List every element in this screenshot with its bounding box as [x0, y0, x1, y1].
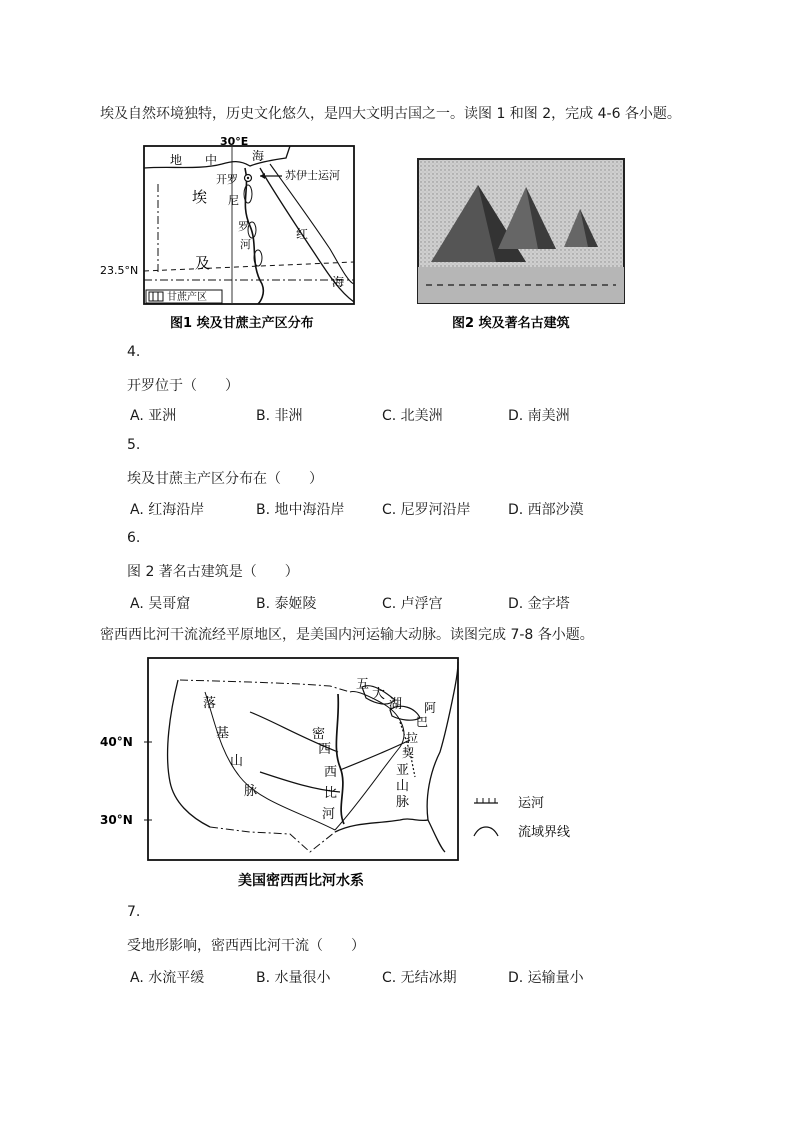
country-label-1: 埃	[192, 188, 208, 206]
legend-canal-symbol	[474, 798, 498, 803]
miss-label-1: 密	[312, 727, 326, 742]
lakes-label-3: 湖	[389, 697, 403, 712]
rocky-label-1: 落	[203, 696, 217, 711]
miss-label-4: 比	[324, 786, 338, 801]
miss-label-3: 西	[324, 765, 338, 780]
q7-option-c[interactable]: C. 无结冰期	[382, 970, 457, 986]
q7-option-d[interactable]: D. 运输量小	[508, 970, 584, 986]
cairo-label: 开罗	[216, 173, 238, 186]
country-label-2: 及	[195, 254, 211, 272]
q5-option-a[interactable]: A. 红海沿岸	[130, 502, 205, 518]
q6-number: 6.	[127, 530, 141, 546]
q6-option-d[interactable]: D. 金字塔	[508, 596, 570, 612]
q6-option-a[interactable]: A. 吴哥窟	[130, 596, 191, 612]
q6-option-c[interactable]: C. 卢浮宫	[382, 596, 443, 612]
redsea-label-1: 红	[296, 227, 309, 241]
pyramid-photo-figure	[416, 157, 628, 332]
q5-option-c[interactable]: C. 尼罗河沿岸	[382, 502, 471, 518]
redsea-label-2: 海	[332, 275, 345, 289]
sea-label-3: 海	[252, 149, 265, 163]
q5-stem: 埃及甘蔗主产区分布在（ ）	[127, 471, 323, 487]
q4-option-d[interactable]: D. 南美洲	[508, 408, 570, 424]
sea-label-2: 中	[205, 153, 218, 167]
intro-text-1: 埃及自然环境独特，历史文化悠久，是四大文明古国之一。读图 1 和图 2，完成 4-6 各小题。	[100, 106, 681, 122]
appal-label-6: 山	[396, 779, 410, 794]
appal-label-4: 契	[402, 746, 415, 760]
canal-label: 苏伊士运河	[285, 169, 340, 182]
lakes-label-2: 大	[372, 687, 386, 702]
q4-stem: 开罗位于（ ）	[127, 378, 239, 394]
legend-divide-symbol	[474, 827, 498, 836]
appal-label-3: 拉	[406, 731, 419, 745]
q7-number: 7.	[127, 904, 141, 920]
egypt-map-figure	[100, 134, 370, 334]
pyramid-photo	[416, 157, 628, 332]
q5-option-d[interactable]: D. 西部沙漠	[508, 502, 584, 518]
q5-option-b[interactable]: B. 地中海沿岸	[256, 502, 345, 518]
q7-option-b[interactable]: B. 水量很小	[256, 970, 331, 986]
egypt-map	[100, 134, 370, 334]
legend-cane: 甘蔗产区	[167, 292, 207, 303]
miss-label-5: 河	[322, 807, 336, 822]
rocky-label-2: 基	[216, 726, 230, 741]
q7-option-a[interactable]: A. 水流平缓	[130, 970, 205, 986]
fig2-caption: 图2 埃及著名古建筑	[452, 316, 570, 331]
fig3-caption: 美国密西西比河水系	[238, 873, 364, 889]
miss-label-2: 西	[318, 742, 332, 757]
q4-option-c[interactable]: C. 北美洲	[382, 408, 443, 424]
q4-option-b[interactable]: B. 非洲	[256, 408, 303, 424]
lat30-label: 30°N	[100, 813, 133, 827]
legend-canal-label: 运河	[518, 796, 545, 811]
lat40-label: 40°N	[100, 735, 133, 749]
nile-label-1: 尼	[228, 194, 239, 207]
fig1-caption: 图1 埃及甘蔗主产区分布	[170, 316, 314, 331]
appal-label-1: 阿	[424, 701, 437, 715]
appal-label-2: 巴	[416, 715, 429, 729]
rocky-label-4: 脉	[244, 784, 258, 799]
lon-label: 30°E	[220, 135, 249, 148]
nile-label-2: 罗	[238, 220, 249, 233]
lat-label: 23.5°N	[100, 264, 139, 277]
appal-label-5: 亚	[396, 763, 410, 778]
q4-option-a[interactable]: A. 亚洲	[130, 408, 177, 424]
nile-label-3: 河	[240, 238, 251, 251]
sea-label-1: 地	[170, 153, 183, 167]
lakes-label-1: 五	[356, 677, 370, 692]
q4-number: 4.	[127, 344, 141, 360]
q5-number: 5.	[127, 437, 141, 453]
mississippi-map-figure	[100, 652, 590, 897]
legend-divide-label: 流域界线	[518, 825, 571, 840]
q6-option-b[interactable]: B. 泰姬陵	[256, 596, 317, 612]
mississippi-map	[100, 652, 590, 897]
q7-stem: 受地形影响，密西西比河干流（ ）	[127, 938, 365, 954]
rocky-label-3: 山	[230, 754, 244, 769]
q6-stem: 图 2 著名古建筑是（ ）	[127, 564, 299, 580]
appal-label-7: 脉	[396, 795, 410, 810]
intro-text-2: 密西西比河干流流经平原地区，是美国内河运输大动脉。读图完成 7-8 各小题。	[100, 627, 594, 643]
